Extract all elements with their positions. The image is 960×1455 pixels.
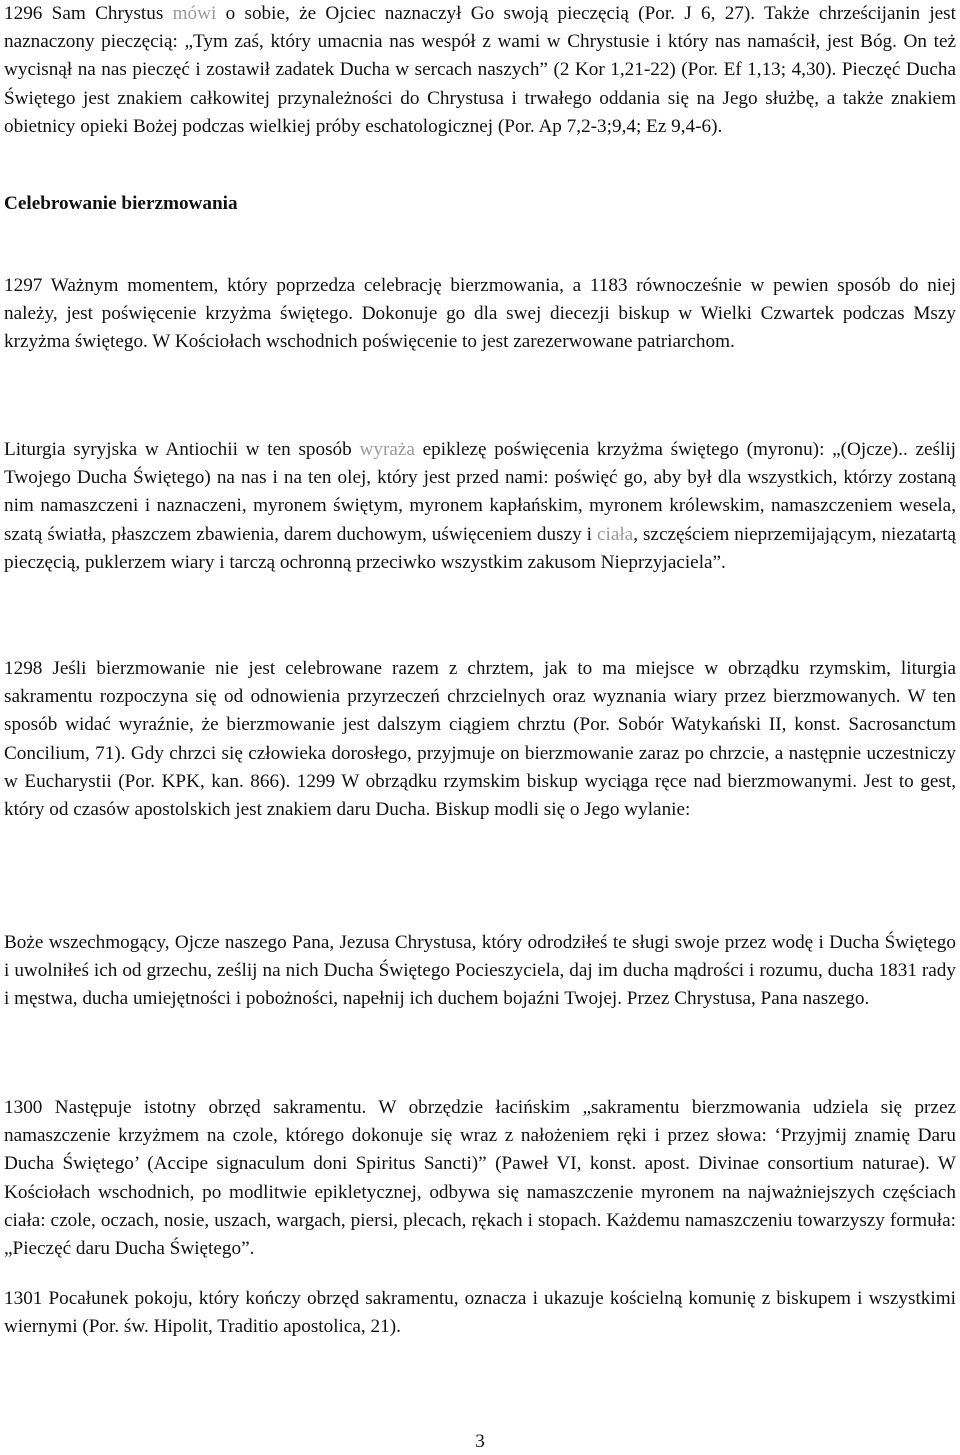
paragraph-liturgia — [4, 436, 956, 577]
link-mowi[interactable]: mówi — [172, 3, 217, 24]
section-heading: Celebrowanie bierzmowania — [4, 193, 238, 214]
paragraph-1300: 1300 Następuje istotny obrzęd sakramentu. W obrzędzie łacińskim „sakramentu bierzmowania udziela się przez namaszczenie krzyżmem na czole, którego dokonuje się wraz z nałożeniem ręki i przez słowa: ‘Przyjmij znamię Daru Ducha Świętego’ (Accipe signaculum doni Spiritus Sancti)” (Paweł VI, konst. apost. Divinae consortium naturae). W Kościołach wschodnich, po modlitwie epikletycznej, odbywa się namaszczenie myronem na najważniejszych częściach ciała: czole, oczach, nosie, uszach, wargach, piersi, plecach, rękach i stopach. Każdemu namaszczeniu towarzyszy formuła: „Pieczęć daru Ducha Świętego”. — [4, 1097, 956, 1260]
paragraph-1296-text-rest: o sobie, że Ojciec naznaczył Go swoją pieczęcią (Por. J 6, 27). Także chrześcijanin jest naznaczony pieczęcią: „Tym zaś, który umacnia nas wespół z wami w Chrystusie i który nas namaścił, jest Bóg. On też wycisnął na nas pieczęć i zostawił zadatek Ducha w sercach naszych” (2 Kor 1,21-22) (Por. Ef 1,13; 4,30). Pieczęć Ducha Świętego jest znakiem całkowitej przynależności do Chrystusa i trwałego oddania się na Jego służbę, a także znakiem obietnicy opieki Bożej podczas wielkiej próby eschatologicznej (Por. Ap 7,2-3;9,4; Ez 9,4-6). — [4, 3, 956, 137]
link-ciala[interactable]: ciała — [596, 523, 634, 545]
liturgia-text-start: Liturgia syryjska w Antiochii w ten sposób — [4, 439, 360, 460]
liturgia-text-middle: epiklezę poświęcenia krzyżma świętego (myronu): „(Ojcze).. ześlij Twojego Ducha Świętego) na nas i na ten olej, który jest przed nami: poświęć go, aby był dla wszystkich, którzy zostaną nim namaszczeni i naznaczeni, myronem świętym, myronem kapłańskim, myronem królewskim, namaszczeniem wesela, szatą światła, płaszczem zbawienia, darem duchowym, uświęceniem duszy i — [4, 439, 957, 545]
paragraph-1296-text-start: 1296 Sam Chrystus — [4, 3, 173, 24]
link-wyraza[interactable]: wyraża — [359, 439, 415, 460]
paragraph-1297: 1297 Ważnym momentem, który poprzedza celebrację bierzmowania, a 1183 równocześnie w pewien sposób do niej należy, jest poświęcenie krzyżma świętego. Dokonuje go dla swej diecezji biskup w Wielki Czwartek podczas Mszy krzyżma świętego. W Kościołach wschodnich poświęcenie to jest zarezerwowane patriarchom. — [4, 275, 956, 353]
paragraph-prayer: Boże wszechmogący, Ojcze naszego Pana, Jezusa Chrystusa, który odrodziłeś te sługi swoje przez wodę i Ducha Świętego i uwolniłeś ich od grzechu, ześlij na nich Ducha Świętego Pocieszyciela, daj im ducha mądrości i rozumu, ducha 1831 rady i męstwa, ducha umiejętności i pobożności, napełnij ich duchem bojaźni Twojej. Przez Chrystusa, Pana naszego. — [4, 932, 956, 1010]
liturgia-text-end: , szczęściem nieprzemijającym, niezatartą pieczęcią, puklerzem wiary i tarczą ochronną przeciwko wszystkim zakusom Nieprzyjaciela”. — [4, 523, 956, 573]
paragraph-1296 — [4, 0, 956, 141]
page-number: 3 — [475, 1431, 485, 1452]
paragraph-1301: 1301 Pocałunek pokoju, który kończy obrzęd sakramentu, oznacza i ukazuje kościelną komunię z biskupem i wszystkimi wiernymi (Por. św. Hipolit, Traditio apostolica, 21). — [4, 1288, 956, 1338]
paragraph-1298: 1298 Jeśli bierzmowanie nie jest celebrowane razem z chrztem, jak to ma miejsce w obrządku rzymskim, liturgia sakramentu rozpoczyna się od odnowienia przyrzeczeń chrzcielnych oraz wyznania wiary przez bierzmowanych. W ten sposób widać wyraźnie, że bierzmowanie jest dalszym ciągiem chrztu (Por. Sobór Watykański II, konst. Sacrosanctum Concilium, 71). Gdy chrzci się człowieka dorosłego, przyjmuje on bierzmowanie zaraz po chrzcie, a następnie uczestniczy w Eucharystii (Por. KPK, kan. 866). 1299 W obrządku rzymskim biskup wyciąga ręce nad bierzmowanymi. Jest to gest, który od czasów apostolskich jest znakiem daru Ducha. Biskup modli się o Jego wylanie: — [4, 658, 956, 821]
